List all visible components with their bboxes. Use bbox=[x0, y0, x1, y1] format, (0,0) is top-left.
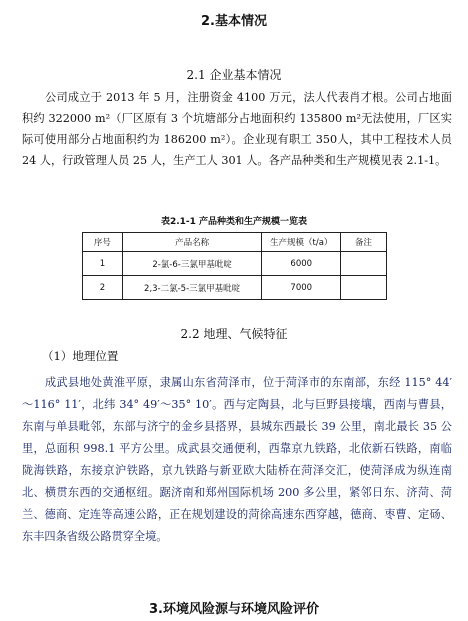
table-cell bbox=[341, 252, 387, 276]
section-heading: 2.基本情况 bbox=[201, 14, 267, 29]
table-header-cell: 产品名称 bbox=[122, 233, 261, 252]
section-heading: 3.环境风险源与环境风险评价 bbox=[149, 602, 319, 617]
geography-paragraph-text: 成武县地处黄淮平原，隶属山东省菏泽市，位于菏泽市的东南部，东经 115° 44′～116° 11′，北纬 34° 49′～35° 10′。西与定陶县，北与巨野县接壤，西南与曹县，东南与单县毗邻，东部与济宁的金乡县搭界，县城东西最长 39 公里，南北最长 35 公里，总面积 998.1 平方公里。成武县交通便利，西靠京九铁路，北依新石铁路，南临陇海铁路，东接京沪铁路，京九铁路与新亚欧大陆桥在菏泽交汇，使菏泽成为纵连南北、横贯东西的交通枢纽。踞济南和郑州国际机场 200 多公里，紧邻日东、济菏、菏兰、德商、定连等高速公路，正在规划建设的菏徐高速东西穿越，德商、枣曹、定砀、东丰四条省级公路贯穿全境。 bbox=[22, 376, 452, 543]
table-cell: 6000 bbox=[262, 252, 341, 276]
table-header-cell: 生产规模（t/a） bbox=[262, 233, 341, 252]
table-caption: 表2.1-1 产品种类和生产规模一览表 bbox=[160, 217, 308, 227]
subsection-heading: 2.1 企业基本情况 bbox=[186, 68, 282, 82]
list-item-label: （1）地理位置 bbox=[42, 349, 119, 363]
table-cell: 2,3-二氯-5-三氯甲基吡啶 bbox=[122, 276, 261, 300]
table-cell: 7000 bbox=[262, 276, 341, 300]
company-paragraph bbox=[22, 87, 452, 171]
table-row bbox=[83, 252, 387, 276]
subsection-heading: 2.2 地理、气候特征 bbox=[180, 327, 288, 341]
company-paragraph-text: 公司成立于 2013 年 5 月，注册资金 4100 万元，法人代表肖才根。公司占地面积约 322000 m²（厂区原有 3 个坑塘部分占地面积约 135800 m²无法使用，厂区实际可使用部分占地面积约为 186200 m²）。企业现有职工 350人，其中工程技术人员 24 人，行政管理人员 25 人，生产工人 301 人。各产品种类和生产规模见表 2.1-1。 bbox=[22, 91, 452, 167]
table-header-cell: 序号 bbox=[83, 233, 123, 252]
table-cell bbox=[341, 276, 387, 300]
table-cell: 1 bbox=[83, 252, 123, 276]
table-header-row bbox=[83, 233, 387, 252]
table-cell: 2-氯-6-三氯甲基吡啶 bbox=[122, 252, 261, 276]
geography-paragraph bbox=[22, 372, 452, 548]
table-cell: 2 bbox=[83, 276, 123, 300]
table-row bbox=[83, 276, 387, 300]
product-table bbox=[82, 232, 387, 300]
table-header-cell: 备注 bbox=[341, 233, 387, 252]
